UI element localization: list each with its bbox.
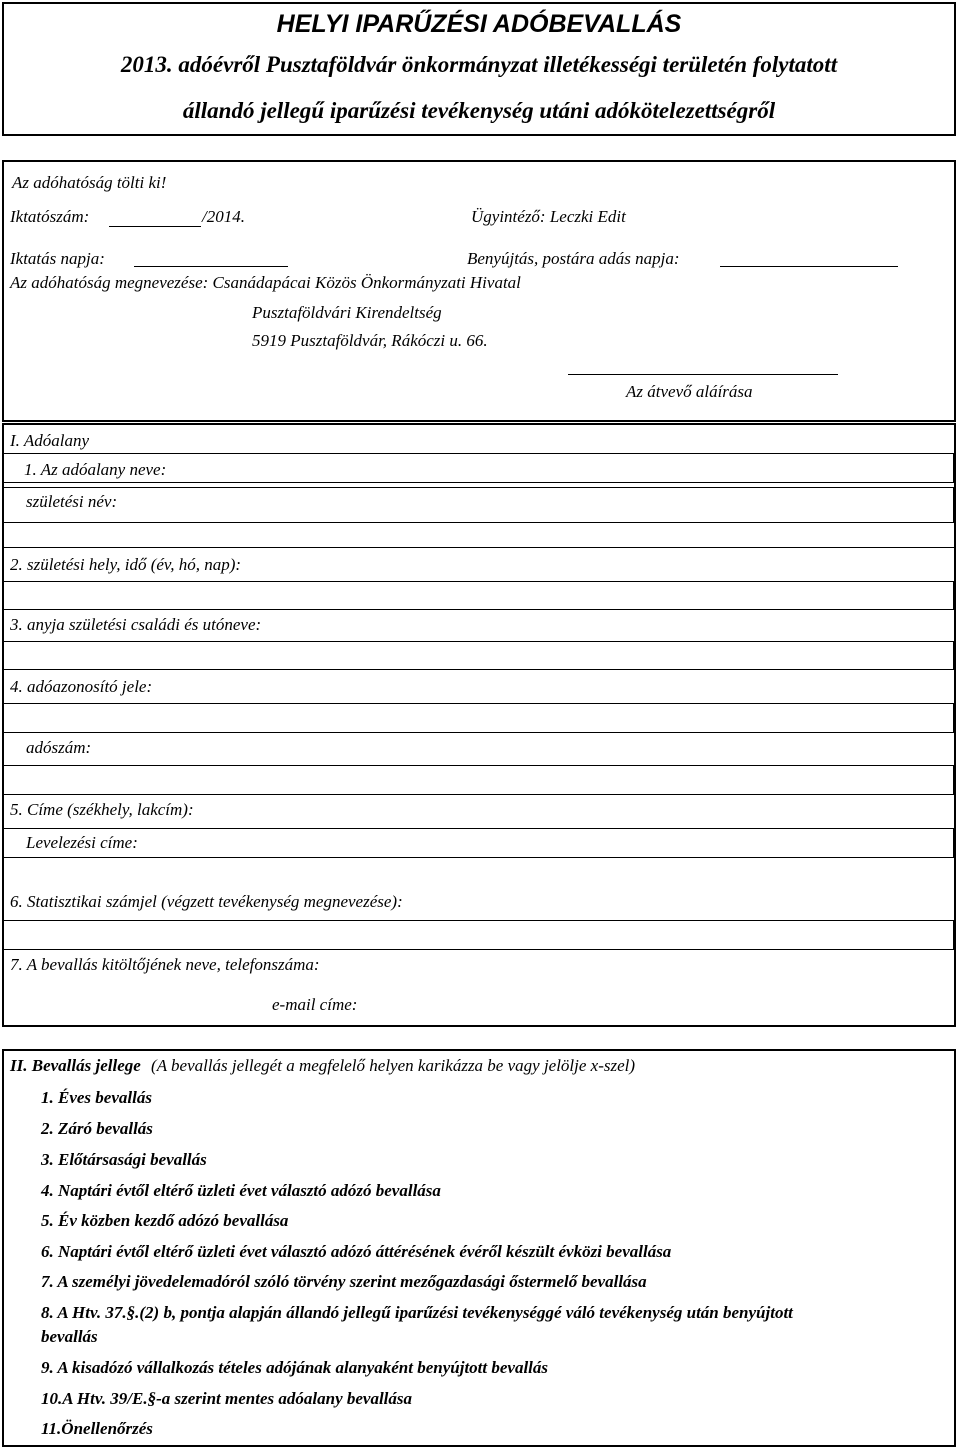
birth-name-input[interactable]	[4, 487, 954, 523]
option-started-midyear[interactable]: 5. Év közben kezdő adózó bevallása	[41, 1211, 289, 1230]
option-non-calendar-year[interactable]: 4. Naptári évtől eltérő üzleti évet választó adózó bevallása	[41, 1181, 441, 1200]
registry-number-suffix: /2014.	[202, 207, 245, 226]
option-primary-producer[interactable]: 7. A személyi jövedelemadóról szóló törvény szerint mezőgazdasági őstermelő bevallása	[41, 1272, 647, 1291]
birth-place-date-label: 2. születési hely, idő (év, hó, nap):	[10, 555, 242, 574]
email-label: e-mail címe:	[272, 995, 358, 1014]
registry-number-label: Iktatószám:	[10, 207, 90, 226]
option-transition-interim[interactable]: 6. Naptári évtől eltérő üzleti évet választó adózó áttérésének évéről készült évközi bevallása	[41, 1242, 672, 1261]
signature-label: Az átvevő aláírása	[626, 382, 753, 401]
tax-id-input[interactable]	[4, 703, 954, 733]
authority-fill-note: Az adóhatóság tölti ki!	[12, 173, 167, 192]
taxpayer-name-input[interactable]	[4, 453, 954, 483]
declaration-type-instruction: (A bevallás jellegét a megfelelő helyen karikázza be vagy jelölje x-szel)	[151, 1056, 636, 1075]
clerk-name: Ügyintéző: Leczki Edit	[471, 207, 626, 226]
mother-name-input[interactable]	[4, 641, 954, 670]
declaration-type-header	[10, 1056, 635, 1076]
submission-date-field[interactable]	[720, 266, 898, 267]
option-htv-37[interactable]: 8. A Htv. 37.§.(2) b, pontja alapján állandó jellegű iparűzési tevékenységgé váló tevékenység után benyújtott	[41, 1303, 793, 1322]
divider	[4, 547, 954, 548]
option-kata[interactable]: 9. A kisadózó vállalkozás tételes adójának alanyaként benyújtott bevallás	[41, 1358, 549, 1377]
header-box	[2, 2, 956, 136]
signature-line[interactable]	[568, 374, 838, 375]
authority-address: 5919 Pusztaföldvár, Rákóczi u. 66.	[252, 331, 488, 350]
stat-code-label: 6. Statisztikai számjel (végzett tevékenység megnevezése):	[10, 892, 403, 911]
option-final[interactable]: 2. Záró bevallás	[41, 1119, 153, 1138]
option-htv-37-continued: bevallás	[41, 1327, 98, 1346]
mailing-address-input[interactable]	[4, 828, 954, 858]
taxpayer-name-label: 1. Az adóalany neve:	[24, 460, 167, 479]
registry-number-field[interactable]	[109, 226, 201, 227]
section-taxpayer-heading: I. Adóalany	[10, 431, 90, 450]
authority-name: Az adóhatóság megnevezése: Csanádapácai Közös Önkormányzati Hivatal	[10, 273, 521, 292]
tax-number-label: adószám:	[26, 738, 92, 757]
birth-name-label: születési név:	[26, 492, 118, 511]
authority-office: Pusztaföldvári Kirendeltség	[252, 303, 442, 322]
address-label: 5. Címe (székhely, lakcím):	[10, 800, 194, 819]
section-taxpayer	[2, 423, 956, 1027]
filing-date-label: Iktatás napja:	[10, 249, 105, 268]
submission-date-label: Benyújtás, postára adás napja:	[467, 249, 680, 268]
option-self-revision[interactable]: 11.Önellenőrzés	[41, 1419, 153, 1438]
mother-name-label: 3. anyja születési családi és utóneve:	[10, 615, 262, 634]
form-subtitle-line2: állandó jellegű iparűzési tevékenység utáni adókötelezettségről	[182, 98, 776, 123]
option-pre-company[interactable]: 3. Előtársasági bevallás	[41, 1150, 207, 1169]
birth-place-date-input[interactable]	[4, 581, 954, 610]
mailing-address-label: Levelezési címe:	[26, 833, 138, 852]
section-declaration-type	[2, 1049, 956, 1447]
filing-date-field[interactable]	[134, 266, 288, 267]
authority-box	[2, 160, 956, 422]
filler-label: 7. A bevallás kitöltőjének neve, telefonszáma:	[10, 955, 320, 974]
tax-id-label: 4. adóazonosító jele:	[10, 677, 153, 696]
form-subtitle-line1: 2013. adóévről Pusztaföldvár önkormányzat illetékességi területén folytatott	[120, 52, 838, 77]
stat-code-input[interactable]	[4, 920, 954, 950]
declaration-type-heading: II. Bevallás jellege	[10, 1056, 141, 1075]
option-annual[interactable]: 1. Éves bevallás	[41, 1088, 152, 1107]
option-exempt[interactable]: 10.A Htv. 39/E.§-a szerint mentes adóalany bevallása	[41, 1389, 413, 1408]
tax-number-input[interactable]	[4, 765, 954, 795]
form-title: HELYI IPARŰZÉSI ADÓBEVALLÁS	[276, 10, 682, 38]
